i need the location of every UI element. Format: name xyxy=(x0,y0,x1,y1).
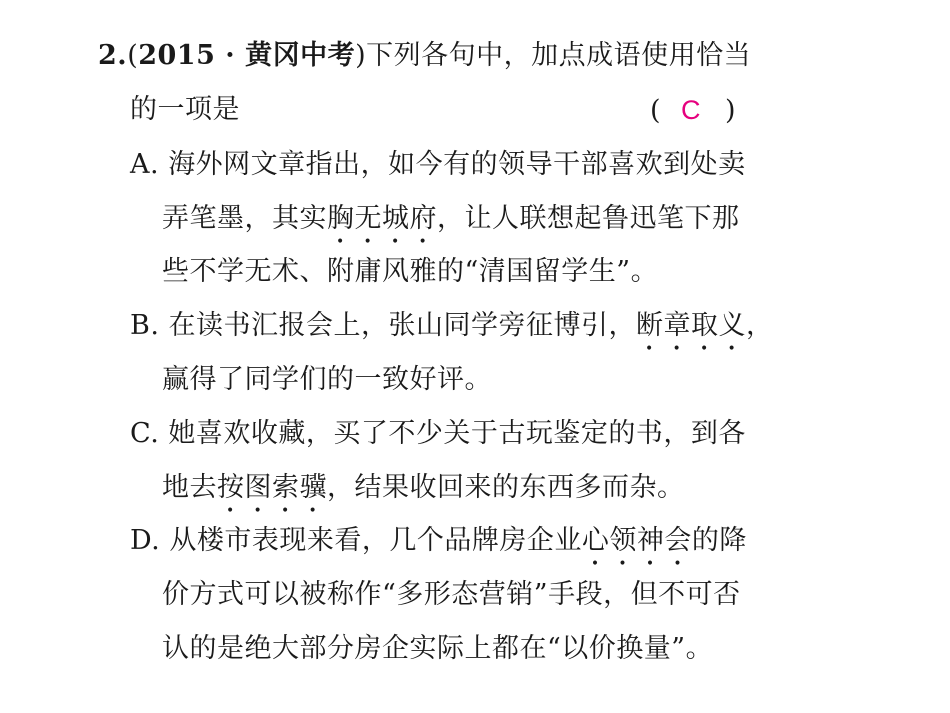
option-d-text-end: 认的是绝大部分房企实际上都在“以价换量”。 xyxy=(162,633,714,664)
option-b-line-2 xyxy=(162,360,492,400)
question-line-2 xyxy=(130,90,240,130)
option-c-line-1 xyxy=(130,414,746,454)
source-close-paren: ) xyxy=(355,40,367,71)
option-a-line-1 xyxy=(130,145,746,185)
question-stem: 下列各句中，加点成语使用恰当 xyxy=(366,40,752,71)
option-a-idiom: 胸无城府 xyxy=(327,203,437,234)
option-d-line-2 xyxy=(162,575,741,615)
option-a-text: 海外网文章指出，如今有的领导干部喜欢到处卖 xyxy=(168,149,746,180)
option-a-line-2 xyxy=(162,199,740,250)
option-a-letter: A. xyxy=(130,149,160,180)
option-c-text-pre: 地去 xyxy=(162,472,217,503)
option-c-text: 她喜欢收藏，买了不少关于古玩鉴定的书，到各 xyxy=(168,418,746,449)
question-source: 2015 · 黄冈中考 xyxy=(138,40,356,71)
option-d-text-mid: 价方式可以被称作“多形态营销”手段，但不可否 xyxy=(162,579,741,610)
option-a-text-end: 些不学无术、附庸风雅的“清国留学生”。 xyxy=(162,256,659,287)
option-c-line-2 xyxy=(162,468,685,519)
option-d-letter: D. xyxy=(130,525,161,556)
option-b-text-pre: 在读书汇报会上，张山同学旁征博引， xyxy=(168,310,637,341)
option-c-letter: C. xyxy=(130,418,160,449)
option-b-idiom: 断章取义 xyxy=(636,310,747,341)
option-b-text-post: ， xyxy=(746,310,774,341)
option-a-line-3 xyxy=(162,252,658,292)
answer-slot xyxy=(650,90,736,131)
option-c-idiom: 按图索骥 xyxy=(217,472,327,503)
option-b-line-1 xyxy=(130,306,774,357)
option-a-text-post: ，让人联想起鲁迅笔下那 xyxy=(437,203,740,234)
question-stem-continued: 的一项是 xyxy=(130,94,240,125)
source-open-paren: ( xyxy=(127,40,139,71)
option-b-letter: B. xyxy=(130,310,160,341)
option-d-text-pre: 从楼市表现来看，几个品牌房企业 xyxy=(169,525,582,556)
option-c-text-post: ，结果收回来的东西多而杂。 xyxy=(327,472,685,503)
question-number: 2. xyxy=(98,40,128,71)
answer-letter: C xyxy=(681,95,702,125)
answer-close-paren: ) xyxy=(725,95,737,126)
option-d-line-3 xyxy=(162,629,713,669)
option-a-text-pre: 弄笔墨，其实 xyxy=(162,203,327,234)
option-d-line-1 xyxy=(130,521,747,572)
option-d-idiom: 心领神会 xyxy=(581,525,692,556)
option-b-text-end: 赢得了同学们的一致好评。 xyxy=(162,364,492,395)
answer-open-paren: ( xyxy=(650,95,662,126)
question-line-1 xyxy=(98,36,751,76)
option-d-text-post: 的降 xyxy=(691,525,747,556)
